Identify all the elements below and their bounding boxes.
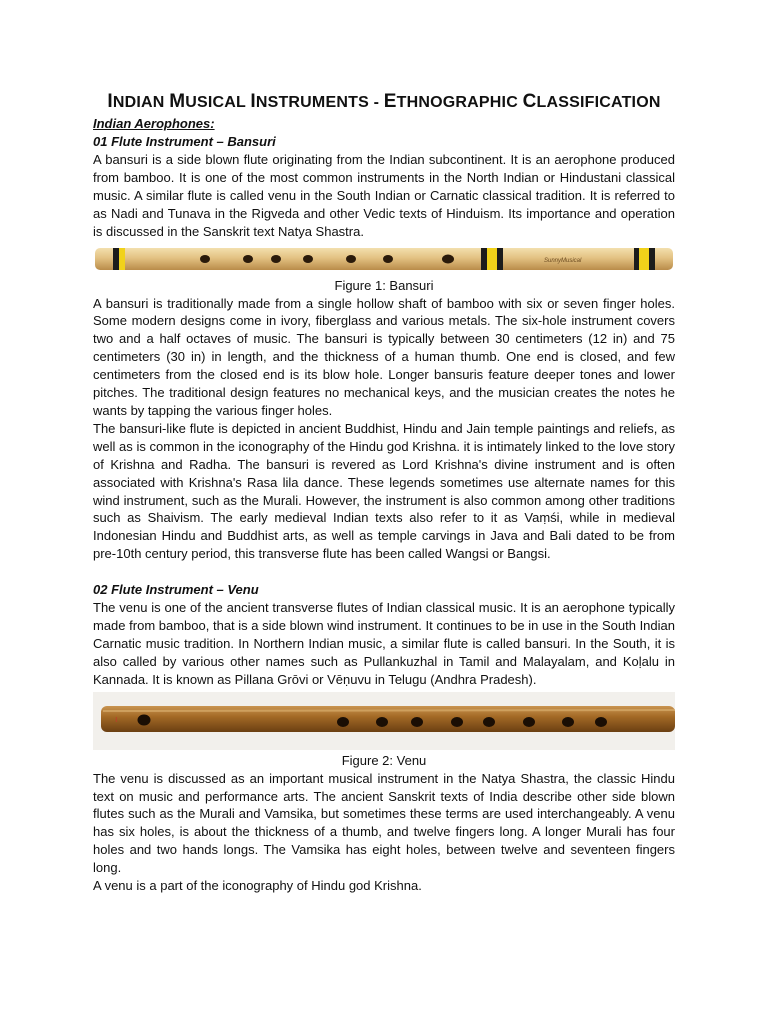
bansuri-image xyxy=(93,245,675,275)
finger-hole xyxy=(271,255,281,263)
finger-hole xyxy=(562,717,574,727)
finger-hole xyxy=(451,717,463,727)
venu-caption: Figure 2: Venu xyxy=(341,752,427,768)
venu-paragraph-3: A venu is a part of the iconography of Hindu god Krishna. xyxy=(93,878,422,894)
finger-hole xyxy=(483,717,495,727)
bansuri-figure xyxy=(93,245,675,295)
finger-hole xyxy=(411,717,423,727)
band-yellow xyxy=(639,248,649,270)
blow-hole xyxy=(138,714,151,725)
blow-hole xyxy=(442,254,454,263)
venu-heading: 02 Flute Instrument – Venu xyxy=(93,582,259,598)
document-title: INDIAN MUSICAL INSTRUMENTS - ETHNOGRAPHIC CLASSIFICATION xyxy=(107,91,661,112)
bansuri-paragraph-3: The bansuri-like flute is depicted in ancient Buddhist, Hindu and Jain temple paintings and reliefs, as well as is common in the iconography of the Hindu god Krishna. it is intimately linked to the love story of Krishna and Radha. The bansuri is revered as Lord Krishna's divine instrument and is often associated with Krishna's Rasa lila dance. These legends sometimes use alternate names for this wind instrument, such as the Murali. However, the instrument is also common among other traditions such as Shaivism. The early medieval Indian texts also refer to it as Vaṃśi, while in medieval Indonesian Hindu and Buddhist arts, as well as temple carvings in Java and Bali dated to be from pre-10th century period, this transverse flute has been called Wangsi or Bangsi. xyxy=(93,420,675,562)
finger-hole xyxy=(303,255,313,263)
finger-hole xyxy=(595,717,607,727)
finger-hole xyxy=(376,717,388,727)
band-black xyxy=(497,248,503,270)
finger-hole xyxy=(243,255,253,263)
bansuri-intro: A bansuri is a side blown flute originating from the Indian subcontinent. It is an aerophone produced from bamboo. It is one of the most common instruments in the North Indian or Hindustani classical music. A similar flute is called venu in the South Indian or Carnatic classical tradition. It is referred to as Nadi and Tunava in the Rigveda and other Vedic texts of Hinduism. Its importance and operation is discussed in the Sanskrit text Natya Shastra. xyxy=(93,152,675,239)
band-yellow xyxy=(487,248,497,270)
bansuri-caption: Figure 1: Bansuri xyxy=(334,277,434,293)
maker-mark: SunnyMusical xyxy=(544,257,582,264)
band-black xyxy=(481,248,487,270)
venu-figure xyxy=(93,692,675,770)
venu-intro: The venu is one of the ancient transverse flutes of Indian classical music. It is an aerophone typically made from bamboo, that is a side blown wind instrument. It continues to be in use in the South Indian Carnatic music tradition. In Northern Indian music, a similar flute is called bansuri. In the South, it is also called by various other names such as Pullankuzhal in Tamil and Malayalam, and Koḷalu in Kannada. It is known as Pillana Grōvi or Vēṇuvu in Telugu (Andhra Pradesh). xyxy=(93,600,675,687)
venu-paragraph-2: The venu is discussed as an important musical instrument in the Natya Shastra, the classic Hindu text on music and performance arts. The ancient Sanskrit texts of India describe other side blown flutes such as the Murali and Vamsika, but sometimes these terms are used interchangeably. A venu has six holes, is about the thickness of a thumb, and twelve fingers long. A longer Murali has four holes and two hands longs. The Vamsika has eight holes, between twelve and seventeen fingers long. xyxy=(93,770,675,876)
band-black xyxy=(649,248,655,270)
bansuri-heading: 01 Flute Instrument – Bansuri xyxy=(93,134,276,149)
band-black xyxy=(113,248,119,270)
section-heading: Indian Aerophones: xyxy=(93,116,215,131)
finger-hole xyxy=(523,717,535,727)
finger-hole xyxy=(200,255,210,263)
finger-hole xyxy=(346,255,356,263)
finger-hole xyxy=(383,255,393,263)
venu-image xyxy=(93,692,675,750)
finger-hole xyxy=(337,717,349,727)
band-yellow xyxy=(119,248,125,270)
svg-text:ı: ı xyxy=(115,713,118,724)
document-page xyxy=(93,92,675,895)
bansuri-paragraph-2: A bansuri is traditionally made from a single hollow shaft of bamboo with six or seven finger holes. Some modern designs come in ivory, fiberglass and various metals. The six-hole instrument covers two and a half octaves of music. The bansuri is typically between 30 centimeters (12 in) and 75 centimeters (30 in) in length, and the thickness of a human thumb. One end is closed, and few centimeters from the closed end is its blow hole. Longer bansuris feature deeper tones and lower pitches. The traditional design features no mechanical keys, and the musician creates the notes he wants by tapping the various finger holes. xyxy=(93,295,675,418)
band-black xyxy=(634,248,639,270)
